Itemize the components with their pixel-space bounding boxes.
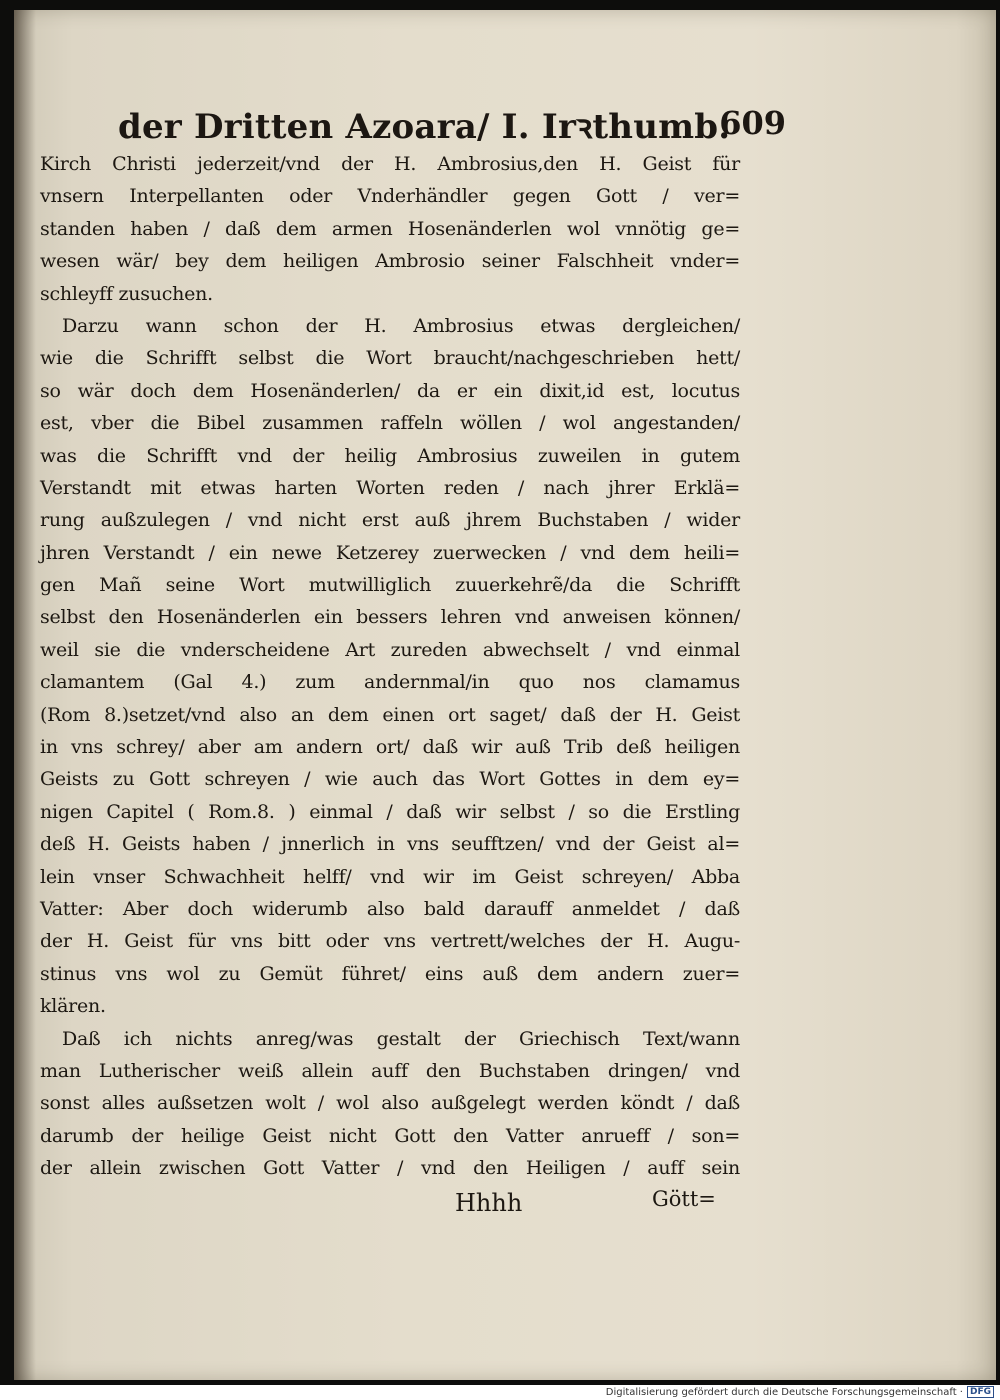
text-line: klären. xyxy=(40,995,106,1018)
text-line: gen Mañ seine Wort mutwilliglich zuuerkehrẽ/da die Schrifft xyxy=(40,574,740,597)
text-line: (Rom 8.)setzet/vnd also an dem einen ort saget/ daß der H. Geist xyxy=(40,703,740,726)
text-line: der H. Geist für vns bitt oder vns vertrett/welches der H. Augu- xyxy=(40,930,740,953)
text-line: stinus vns wol zu Gemüt führet/ eins auß dem andern zuer= xyxy=(40,962,740,985)
text-line: schleyff zusuchen. xyxy=(40,282,213,305)
text-line: Daß ich nichts anreg/was gestalt der Griechisch Text/wann xyxy=(62,1027,740,1050)
gutter-shadow xyxy=(14,10,36,1380)
text-line: Vatter: Aber doch widerumb also bald darauff anmeldet / daß xyxy=(40,897,740,920)
text-line: vnsern Interpellanten oder Vnderhändler gegen Gott / ver= xyxy=(40,185,740,208)
running-head xyxy=(118,100,786,150)
text-line: Verstandt mit etwas harten Worten reden / nach jhrer Erklä= xyxy=(40,476,740,499)
digitization-text: Digitalisierung gefördert durch die Deutsche Forschungsgemeinschaft · xyxy=(605,1386,963,1398)
text-line: est, vber die Bibel zusammen raffeln wöllen / wol angestanden/ xyxy=(40,412,740,435)
text-line: was die Schrifft vnd der heilig Ambrosius zuweilen in gutem xyxy=(40,444,740,467)
text-line: Darzu wann schon der H. Ambrosius etwas dergleichen/ xyxy=(62,314,740,337)
text-line: nigen Capitel ( Rom.8. ) einmal / daß wir selbst / so die Erstling xyxy=(40,800,740,823)
text-line: Kirch Christi jederzeit/vnd der H. Ambrosius,den H. Geist für xyxy=(40,153,740,175)
text-line: weil sie die vnderscheidene Art zureden abwechselt / vnd einmal xyxy=(40,638,740,661)
text-line: lein vnser Schwachheit helff/ vnd wir im Geist schreyen/ Abba xyxy=(40,865,740,888)
text-line: Geists zu Gott schreyen / wie auch das Wort Gottes in dem ey= xyxy=(40,768,740,791)
text-line: standen haben / daß dem armen Hosenänderlen wol vnnötig ge= xyxy=(40,217,740,240)
text-line: darumb der heilige Geist nicht Gott den Vatter anrueff / son= xyxy=(40,1124,740,1147)
text-block xyxy=(40,148,740,1185)
text-line: wesen wär/ bey dem heiligen Ambrosio seiner Falschheit vnder= xyxy=(40,250,740,273)
catchword: Gött= xyxy=(652,1187,716,1211)
text-line: selbst den Hosenänderlen ein bessers lehren vnd anweisen können/ xyxy=(40,606,740,629)
running-title: der Dritten Azoara/ I. Irꝛthumb. xyxy=(118,107,731,147)
text-line: rung außzulegen / vnd nicht erst auß jhrem Buchstaben / wider xyxy=(40,509,740,532)
digitization-notice xyxy=(606,1386,994,1398)
text-line: wie die Schrifft selbst die Wort braucht/nachgeschrieben hett/ xyxy=(40,347,740,370)
signature-mark: Hhhh xyxy=(455,1189,523,1217)
page-number: 609 xyxy=(719,104,786,142)
text-line: der allein zwischen Gott Vatter / vnd den Heiligen / auff sein xyxy=(40,1157,740,1180)
text-line: man Lutherischer weiß allein auff den Buchstaben dringen/ vnd xyxy=(40,1059,740,1082)
text-line: jhren Verstandt / ein newe Ketzerey zuerwecken / vnd dem heili= xyxy=(40,541,740,564)
text-line: so wär doch dem Hosenänderlen/ da er ein dixit,id est, locutus xyxy=(40,379,740,402)
text-line: in vns schrey/ aber am andern ort/ daß wir auß Trib deß heiligen xyxy=(40,736,740,759)
text-line: sonst alles außsetzen wolt / wol also außgelegt werden köndt / daß xyxy=(40,1092,740,1115)
dfg-logo: DFG xyxy=(967,1386,994,1398)
text-line: deß H. Geists haben / jnnerlich in vns seufftzen/ vnd der Geist al= xyxy=(40,833,740,856)
text-line: clamantem (Gal 4.) zum andernmal/in quo nos clamamus xyxy=(40,671,740,694)
